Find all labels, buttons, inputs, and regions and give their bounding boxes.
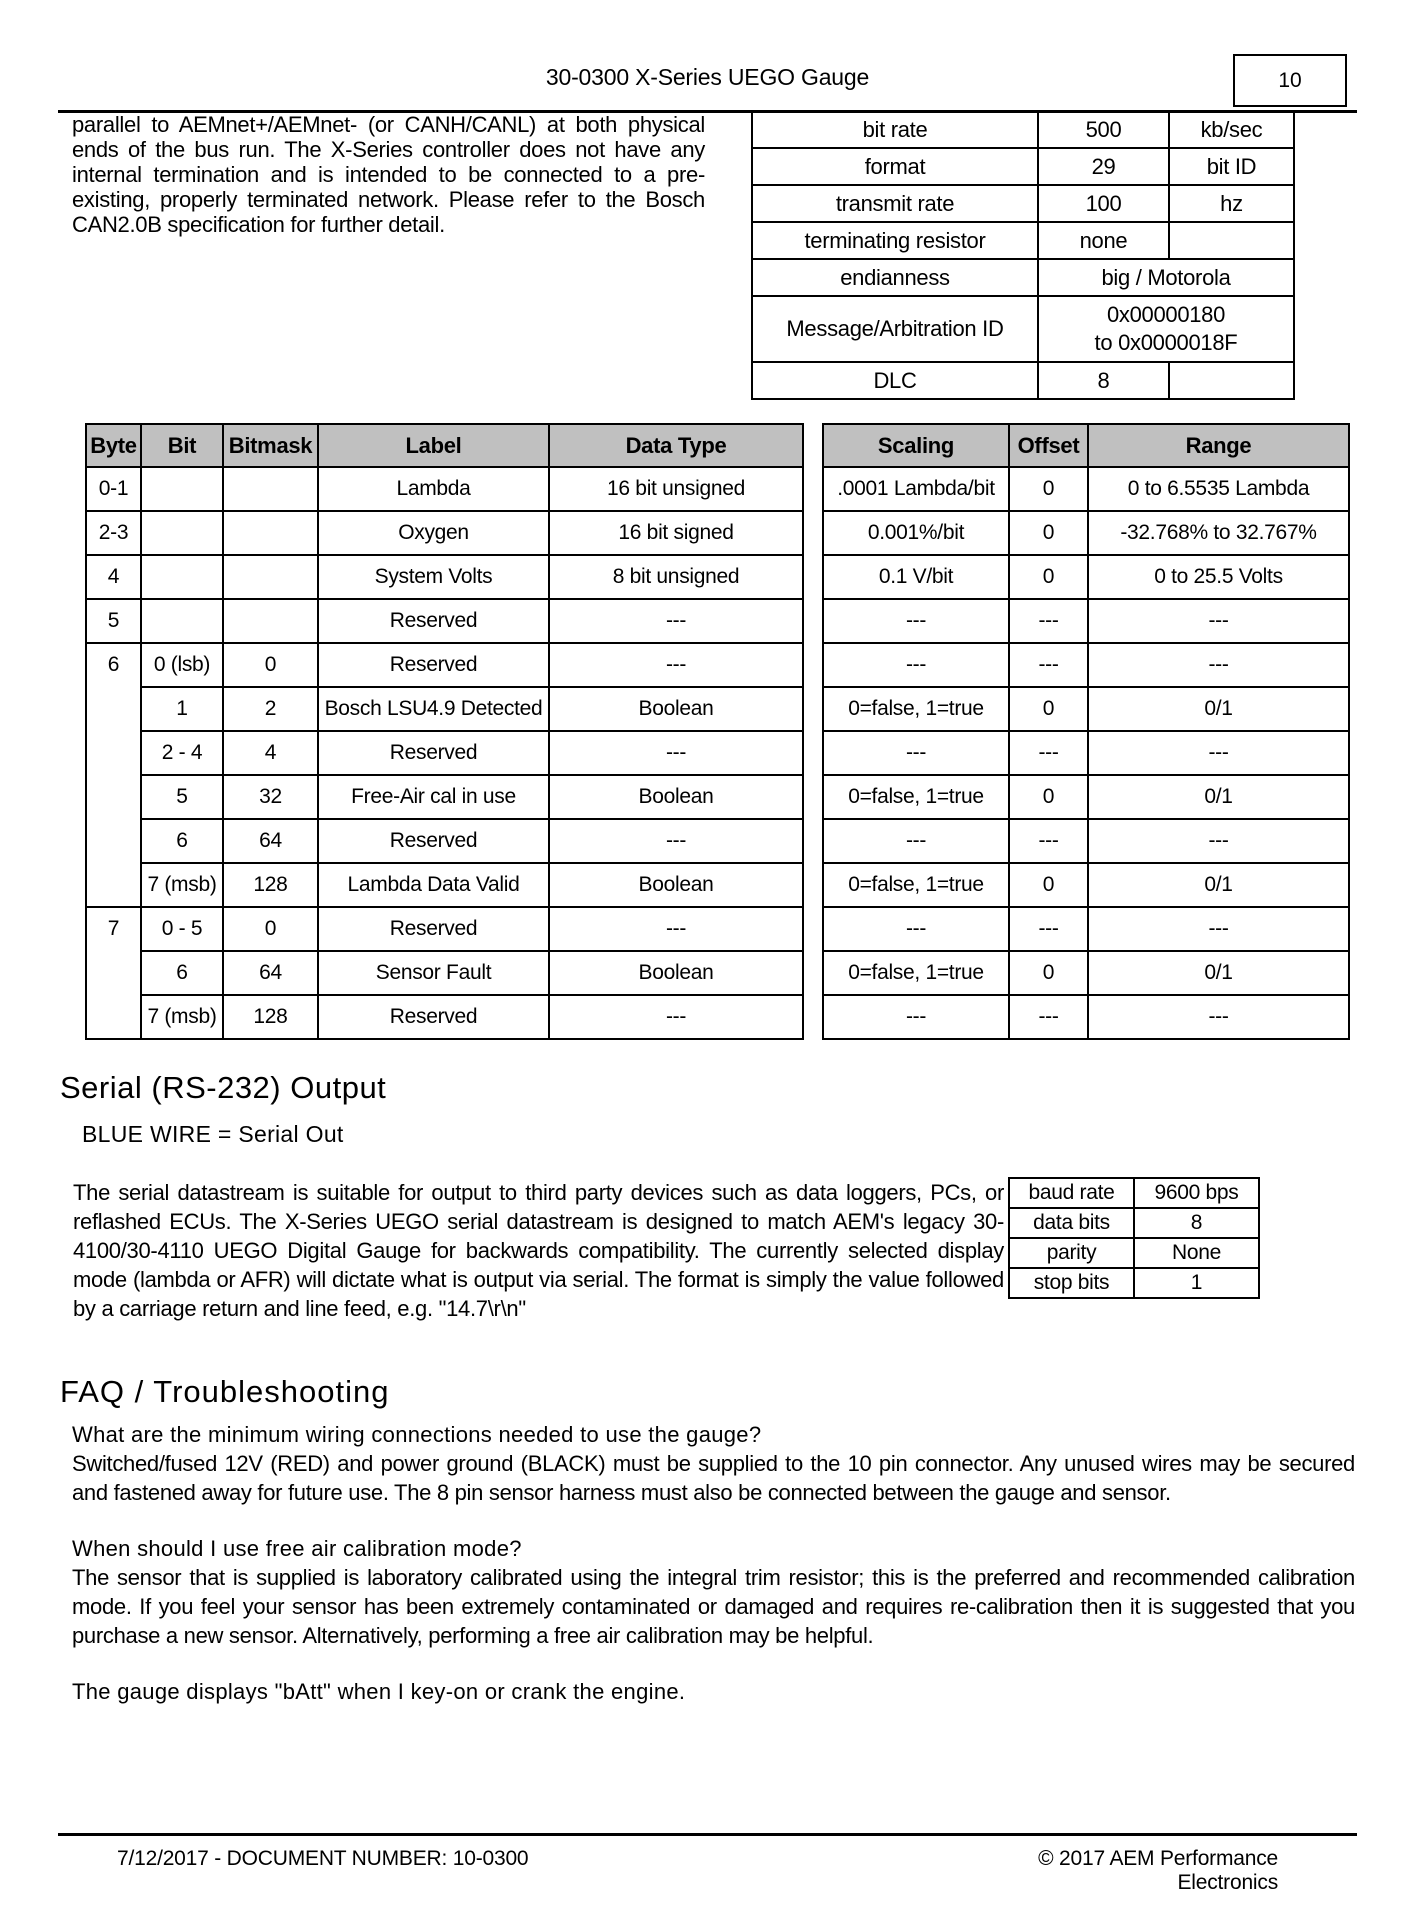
label-cell: Reserved bbox=[318, 995, 549, 1039]
serial-section-heading: Serial (RS-232) Output bbox=[60, 1070, 387, 1105]
label-cell: Oxygen bbox=[318, 511, 549, 555]
table-row bbox=[86, 995, 803, 1039]
setting-unit: bit ID bbox=[1169, 148, 1294, 185]
table-row bbox=[1009, 1238, 1259, 1268]
label-cell: Lambda bbox=[318, 467, 549, 511]
bit-cell: 6 bbox=[141, 951, 223, 995]
byte-cell: 5 bbox=[86, 599, 141, 643]
bitmask-cell bbox=[223, 467, 318, 511]
datatype-cell: 16 bit signed bbox=[549, 511, 803, 555]
offset-cell: --- bbox=[1009, 599, 1088, 643]
bitfield-table-right bbox=[822, 423, 1350, 1040]
col-header-datatype: Data Type bbox=[549, 424, 803, 467]
setting-label: DLC bbox=[752, 362, 1038, 399]
label-cell: Reserved bbox=[318, 731, 549, 775]
datatype-cell: --- bbox=[549, 995, 803, 1039]
faq-question: What are the minimum wiring connections needed to use the gauge? bbox=[72, 1422, 762, 1447]
scaling-cell: --- bbox=[823, 643, 1009, 687]
bit-cell bbox=[141, 467, 223, 511]
datatype-cell: 8 bit unsigned bbox=[549, 555, 803, 599]
bitmask-cell: 4 bbox=[223, 731, 318, 775]
bit-cell: 1 bbox=[141, 687, 223, 731]
offset-cell: 0 bbox=[1009, 555, 1088, 599]
byte-cell: 6 bbox=[86, 643, 141, 907]
bit-cell: 0 - 5 bbox=[141, 907, 223, 951]
setting-value bbox=[1038, 296, 1294, 362]
label-cell: Reserved bbox=[318, 643, 549, 687]
offset-cell: --- bbox=[1009, 907, 1088, 951]
bit-cell bbox=[141, 599, 223, 643]
col-header-bitmask: Bitmask bbox=[223, 424, 318, 467]
offset-cell: --- bbox=[1009, 819, 1088, 863]
label-cell: Reserved bbox=[318, 907, 549, 951]
range-cell: 0 to 6.5535 Lambda bbox=[1088, 467, 1349, 511]
scaling-cell: 0.001%/bit bbox=[823, 511, 1009, 555]
bit-cell bbox=[141, 511, 223, 555]
setting-label: stop bits bbox=[1009, 1268, 1134, 1298]
label-cell: System Volts bbox=[318, 555, 549, 599]
table-row bbox=[86, 819, 803, 863]
label-cell: Bosch LSU4.9 Detected bbox=[318, 687, 549, 731]
setting-value: 100 bbox=[1038, 185, 1169, 222]
scaling-cell: 0=false, 1=true bbox=[823, 951, 1009, 995]
label-cell: Lambda Data Valid bbox=[318, 863, 549, 907]
setting-value: 29 bbox=[1038, 148, 1169, 185]
setting-label: transmit rate bbox=[752, 185, 1038, 222]
intro-paragraph: parallel to AEMnet+/AEMnet- (or CANH/CANL) at both physical ends of the bus run. The X-Series controller does not have any internal termination and is intended to be connected to a pre-existing, properly terminated network. Please refer to the Bosch CAN2.0B specification for further detail. bbox=[72, 112, 705, 237]
serial-settings-table bbox=[1008, 1177, 1260, 1299]
setting-label: Message/Arbitration ID bbox=[752, 296, 1038, 362]
datatype-cell: --- bbox=[549, 731, 803, 775]
label-cell: Reserved bbox=[318, 599, 549, 643]
table-row bbox=[1009, 1178, 1259, 1208]
scaling-cell: --- bbox=[823, 995, 1009, 1039]
byte-cell: 0-1 bbox=[86, 467, 141, 511]
datatype-cell: --- bbox=[549, 643, 803, 687]
range-cell: --- bbox=[1088, 731, 1349, 775]
table-row bbox=[752, 259, 1294, 296]
table-row bbox=[752, 222, 1294, 259]
bit-cell: 7 (msb) bbox=[141, 995, 223, 1039]
table-row bbox=[823, 863, 1349, 907]
setting-value: 8 bbox=[1038, 362, 1169, 399]
bitmask-cell bbox=[223, 555, 318, 599]
setting-value: none bbox=[1038, 222, 1169, 259]
setting-unit: kb/sec bbox=[1169, 111, 1294, 148]
table-row bbox=[823, 775, 1349, 819]
bitmask-cell: 64 bbox=[223, 819, 318, 863]
offset-cell: 0 bbox=[1009, 687, 1088, 731]
table-row bbox=[823, 599, 1349, 643]
scaling-cell: 0=false, 1=true bbox=[823, 863, 1009, 907]
table-header-row bbox=[823, 424, 1349, 467]
range-cell: -32.768% to 32.767% bbox=[1088, 511, 1349, 555]
range-cell: --- bbox=[1088, 995, 1349, 1039]
table-header-row bbox=[86, 424, 803, 467]
setting-label: parity bbox=[1009, 1238, 1134, 1268]
label-cell: Reserved bbox=[318, 819, 549, 863]
setting-value: None bbox=[1134, 1238, 1259, 1268]
table-row bbox=[752, 296, 1294, 362]
table-row bbox=[823, 819, 1349, 863]
table-row bbox=[86, 511, 803, 555]
bitfield-table-left bbox=[85, 423, 804, 1040]
offset-cell: 0 bbox=[1009, 467, 1088, 511]
setting-label: format bbox=[752, 148, 1038, 185]
offset-cell: 0 bbox=[1009, 951, 1088, 995]
bit-cell: 2 - 4 bbox=[141, 731, 223, 775]
setting-value: 9600 bps bbox=[1134, 1178, 1259, 1208]
setting-label: endianness bbox=[752, 259, 1038, 296]
table-row bbox=[752, 185, 1294, 222]
setting-label: bit rate bbox=[752, 111, 1038, 148]
setting-label: data bits bbox=[1009, 1208, 1134, 1238]
label-cell: Sensor Fault bbox=[318, 951, 549, 995]
table-row bbox=[823, 467, 1349, 511]
scaling-cell: .0001 Lambda/bit bbox=[823, 467, 1009, 511]
table-row bbox=[823, 687, 1349, 731]
table-row bbox=[752, 148, 1294, 185]
datatype-cell: Boolean bbox=[549, 863, 803, 907]
table-row bbox=[86, 907, 803, 951]
setting-label: baud rate bbox=[1009, 1178, 1134, 1208]
setting-value: 500 bbox=[1038, 111, 1169, 148]
table-row bbox=[823, 555, 1349, 599]
setting-value: 8 bbox=[1134, 1208, 1259, 1238]
datatype-cell: 16 bit unsigned bbox=[549, 467, 803, 511]
faq-answer: Switched/fused 12V (RED) and power ground (BLACK) must be supplied to the 10 pin connector. Any unused wires may be secured and fastened away for future use. The 8 pin sensor harness must also be connected between the gauge and sensor. bbox=[72, 1451, 1355, 1505]
col-header-scaling: Scaling bbox=[823, 424, 1009, 467]
setting-value: big / Motorola bbox=[1038, 259, 1294, 296]
table-row bbox=[86, 643, 803, 687]
bit-cell: 7 (msb) bbox=[141, 863, 223, 907]
range-cell: 0/1 bbox=[1088, 775, 1349, 819]
table-row bbox=[823, 995, 1349, 1039]
scaling-cell: 0=false, 1=true bbox=[823, 775, 1009, 819]
footer-copyright: © 2017 AEM Performance Electronics bbox=[1038, 1847, 1278, 1894]
table-row bbox=[86, 467, 803, 511]
page-number: 10 bbox=[1278, 68, 1302, 92]
message-id-line1: 0x00000180 bbox=[1106, 302, 1226, 327]
scaling-cell: --- bbox=[823, 731, 1009, 775]
col-header-bit: Bit bbox=[141, 424, 223, 467]
range-cell: 0 to 25.5 Volts bbox=[1088, 555, 1349, 599]
blue-wire-note: BLUE WIRE = Serial Out bbox=[82, 1121, 344, 1147]
offset-cell: 0 bbox=[1009, 775, 1088, 819]
bit-cell: 0 (lsb) bbox=[141, 643, 223, 687]
byte-cell: 7 bbox=[86, 907, 141, 1039]
byte-cell: 4 bbox=[86, 555, 141, 599]
bit-cell: 6 bbox=[141, 819, 223, 863]
bitmask-cell bbox=[223, 599, 318, 643]
faq-list bbox=[72, 1420, 1355, 1706]
col-header-byte: Byte bbox=[86, 424, 141, 467]
faq-question: The gauge displays "bAtt" when I key-on or crank the engine. bbox=[72, 1679, 686, 1704]
range-cell: --- bbox=[1088, 907, 1349, 951]
offset-cell: --- bbox=[1009, 731, 1088, 775]
faq-question: When should I use free air calibration mode? bbox=[72, 1536, 522, 1561]
scaling-cell: --- bbox=[823, 907, 1009, 951]
table-row bbox=[86, 951, 803, 995]
bitmask-cell: 0 bbox=[223, 907, 318, 951]
range-cell: --- bbox=[1088, 819, 1349, 863]
table-row bbox=[823, 907, 1349, 951]
footer-rule bbox=[58, 1833, 1357, 1836]
col-header-label: Label bbox=[318, 424, 549, 467]
scaling-cell: 0=false, 1=true bbox=[823, 687, 1009, 731]
col-header-range: Range bbox=[1088, 424, 1349, 467]
bitmask-cell: 2 bbox=[223, 687, 318, 731]
setting-unit bbox=[1169, 362, 1294, 399]
faq-answer: The sensor that is supplied is laboratory calibrated using the integral trim resistor; this is the preferred and recommended calibration mode. If you feel your sensor has been extremely contaminated or damaged and requires re-calibration then it is suggested that you purchase a new sensor. Alternatively, performing a free air calibration may be helpful. bbox=[72, 1565, 1355, 1648]
range-cell: 0/1 bbox=[1088, 951, 1349, 995]
page-title: 30-0300 X-Series UEGO Gauge bbox=[545, 64, 870, 90]
table-row bbox=[823, 643, 1349, 687]
datatype-cell: Boolean bbox=[549, 687, 803, 731]
table-row bbox=[752, 111, 1294, 148]
bitmask-cell: 32 bbox=[223, 775, 318, 819]
table-row bbox=[1009, 1268, 1259, 1298]
table-row bbox=[752, 362, 1294, 399]
scaling-cell: --- bbox=[823, 599, 1009, 643]
scaling-cell: 0.1 V/bit bbox=[823, 555, 1009, 599]
offset-cell: --- bbox=[1009, 643, 1088, 687]
table-row bbox=[86, 775, 803, 819]
table-row bbox=[86, 687, 803, 731]
table-row bbox=[86, 731, 803, 775]
setting-value: 1 bbox=[1134, 1268, 1259, 1298]
serial-paragraph: The serial datastream is suitable for output to third party devices such as data loggers, PCs, or reflashed ECUs. The X-Series UEGO serial datastream is designed to match AEM's legacy 30-4100/30-4110 UEGO Digital Gauge for backwards compatibility. The currently selected display mode (lambda or AFR) will dictate what is output via serial. The format is simply the value followed by a carriage return and line feed, e.g. "14.7\r\n" bbox=[73, 1180, 1004, 1321]
range-cell: --- bbox=[1088, 599, 1349, 643]
datatype-cell: Boolean bbox=[549, 951, 803, 995]
bitmask-cell: 0 bbox=[223, 643, 318, 687]
datatype-cell: --- bbox=[549, 819, 803, 863]
setting-unit: hz bbox=[1169, 185, 1294, 222]
setting-label: terminating resistor bbox=[752, 222, 1038, 259]
bitmask-cell bbox=[223, 511, 318, 555]
setting-unit bbox=[1169, 222, 1294, 259]
table-row bbox=[823, 511, 1349, 555]
table-row bbox=[86, 555, 803, 599]
bitmask-cell: 128 bbox=[223, 995, 318, 1039]
table-row bbox=[823, 951, 1349, 995]
offset-cell: --- bbox=[1009, 995, 1088, 1039]
label-cell: Free-Air cal in use bbox=[318, 775, 549, 819]
bit-cell bbox=[141, 555, 223, 599]
faq-section-heading: FAQ / Troubleshooting bbox=[60, 1374, 390, 1409]
byte-cell: 2-3 bbox=[86, 511, 141, 555]
can-settings-table bbox=[751, 110, 1295, 400]
bit-cell: 5 bbox=[141, 775, 223, 819]
scaling-cell: --- bbox=[823, 819, 1009, 863]
range-cell: 0/1 bbox=[1088, 687, 1349, 731]
offset-cell: 0 bbox=[1009, 511, 1088, 555]
footer-document-number: 7/12/2017 - DOCUMENT NUMBER: 10-0300 bbox=[117, 1847, 529, 1870]
bitmask-cell: 128 bbox=[223, 863, 318, 907]
table-row bbox=[86, 863, 803, 907]
range-cell: 0/1 bbox=[1088, 863, 1349, 907]
table-row bbox=[1009, 1208, 1259, 1238]
datatype-cell: Boolean bbox=[549, 775, 803, 819]
datatype-cell: --- bbox=[549, 907, 803, 951]
col-header-offset: Offset bbox=[1009, 424, 1088, 467]
message-id-line2: to 0x0000018F bbox=[1094, 330, 1238, 355]
table-row bbox=[86, 599, 803, 643]
bitmask-cell: 64 bbox=[223, 951, 318, 995]
offset-cell: 0 bbox=[1009, 863, 1088, 907]
range-cell: --- bbox=[1088, 643, 1349, 687]
datatype-cell: --- bbox=[549, 599, 803, 643]
table-row bbox=[823, 731, 1349, 775]
